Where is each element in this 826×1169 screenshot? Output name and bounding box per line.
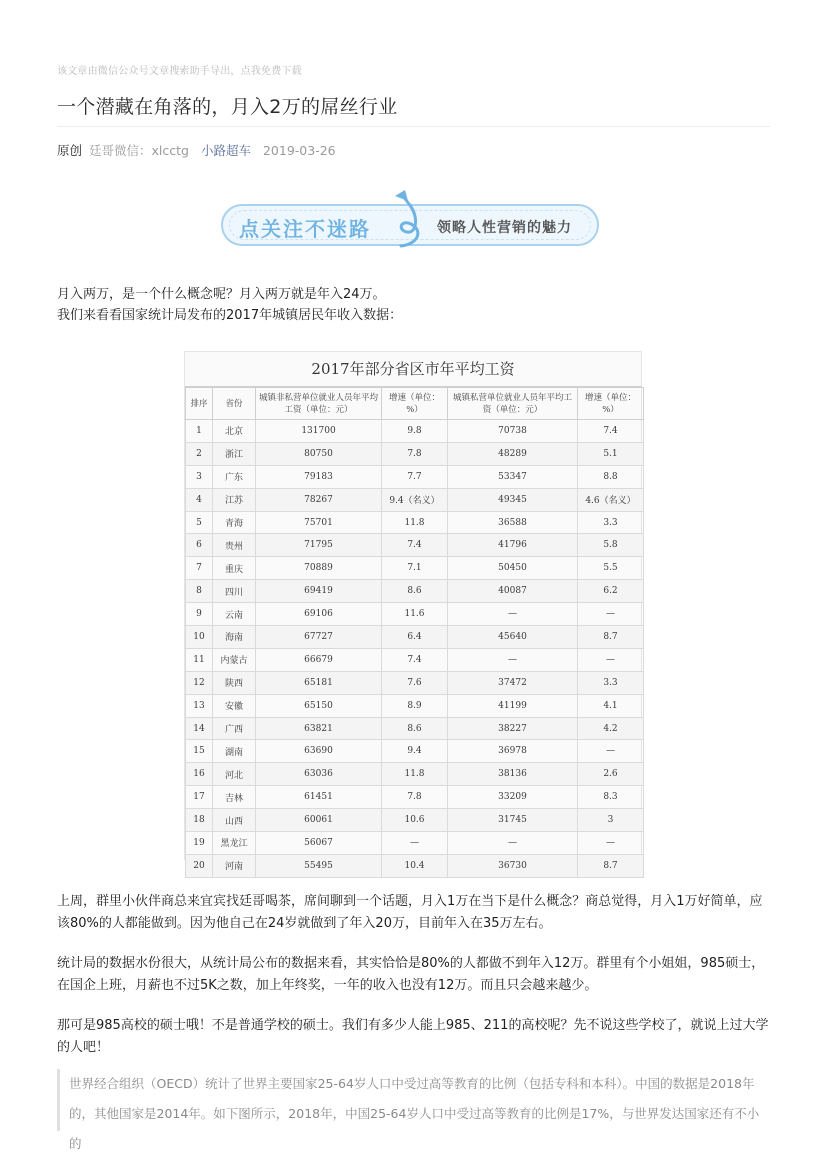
- table-cell: 江苏: [213, 488, 256, 511]
- table-row: [186, 511, 644, 534]
- table-cell: 陕西: [213, 671, 256, 694]
- header-nonprivate-wage: 城镇非私营单位就业人员年平均工资（单位：元）: [256, 388, 382, 420]
- table-cell: 5.8: [578, 534, 644, 557]
- table-cell: 80750: [256, 442, 382, 465]
- table-cell: 65181: [256, 671, 382, 694]
- table-cell: 20: [186, 854, 213, 877]
- table-cell: 3: [186, 465, 213, 488]
- table-cell: 北京: [213, 420, 256, 443]
- table-cell: 36730: [448, 854, 578, 877]
- table-cell: 11.6: [382, 603, 448, 626]
- table-cell: 9: [186, 603, 213, 626]
- table-cell: 10.4: [382, 854, 448, 877]
- table-cell: —: [578, 603, 644, 626]
- table-cell: 9.4（名义）: [382, 488, 448, 511]
- table-cell: —: [448, 648, 578, 671]
- table-cell: 11.8: [382, 511, 448, 534]
- swirl-arrow-icon: [379, 186, 439, 252]
- table-cell: 9.4: [382, 740, 448, 763]
- table-cell: 55495: [256, 854, 382, 877]
- table-row: [186, 786, 644, 809]
- table-cell: 31745: [448, 809, 578, 832]
- table-cell: —: [382, 832, 448, 855]
- table-cell: 重庆: [213, 557, 256, 580]
- account-name-link[interactable]: 小路超车: [200, 143, 251, 158]
- table-cell: 69106: [256, 603, 382, 626]
- table-cell: 70889: [256, 557, 382, 580]
- table-cell: 16: [186, 763, 213, 786]
- table-row: [186, 442, 644, 465]
- table-cell: 78267: [256, 488, 382, 511]
- table-cell: 36978: [448, 740, 578, 763]
- header-rank: 排序: [186, 388, 213, 420]
- table-cell: 4.6（名义）: [578, 488, 644, 511]
- table-cell: 69419: [256, 580, 382, 603]
- table-cell: 71795: [256, 534, 382, 557]
- table-cell: 3: [578, 809, 644, 832]
- table-row: [186, 694, 644, 717]
- table-cell: 37472: [448, 671, 578, 694]
- table-cell: 7.4: [578, 420, 644, 443]
- table-cell: 63690: [256, 740, 382, 763]
- table-row: [186, 557, 644, 580]
- table-cell: —: [578, 740, 644, 763]
- table-header-row: [186, 388, 644, 420]
- table-cell: 15: [186, 740, 213, 763]
- table-cell: 48289: [448, 442, 578, 465]
- paragraph-4: 统计局的数据水份很大，从统计局公布的数据来看，其实恰恰是80%的人都做不到年入12万。群里有个小姐姐，985硕士，在国企上班，月薪也不过5K之数，加上年终奖，一年的收入也没有12万。而且只会越来越少。: [57, 956, 765, 993]
- table-cell: 7.4: [382, 648, 448, 671]
- table-cell: 6: [186, 534, 213, 557]
- original-tag: 原创: [57, 143, 83, 158]
- table-cell: 安徽: [213, 694, 256, 717]
- table-cell: 63036: [256, 763, 382, 786]
- table-cell: 7.7: [382, 465, 448, 488]
- table-cell: 5.5: [578, 557, 644, 580]
- table-cell: 7.8: [382, 442, 448, 465]
- table-cell: 8.7: [578, 854, 644, 877]
- table-cell: 云南: [213, 603, 256, 626]
- table-cell: 7.4: [382, 534, 448, 557]
- table-cell: 70738: [448, 420, 578, 443]
- table-cell: 67727: [256, 626, 382, 649]
- table-cell: 1: [186, 420, 213, 443]
- table-cell: 18: [186, 809, 213, 832]
- table-cell: 79183: [256, 465, 382, 488]
- table-cell: 5.1: [578, 442, 644, 465]
- table-cell: 131700: [256, 420, 382, 443]
- wage-table: [185, 387, 644, 878]
- table-cell: 6.4: [382, 626, 448, 649]
- wage-table-title: 2017年部分省区市年平均工资: [185, 352, 641, 387]
- table-cell: 53347: [448, 465, 578, 488]
- table-cell: 8.9: [382, 694, 448, 717]
- table-cell: 63821: [256, 717, 382, 740]
- table-cell: 7: [186, 557, 213, 580]
- title-divider: [57, 126, 770, 127]
- table-cell: 61451: [256, 786, 382, 809]
- table-cell: 13: [186, 694, 213, 717]
- table-cell: 56067: [256, 832, 382, 855]
- table-cell: 11: [186, 648, 213, 671]
- table-cell: 60061: [256, 809, 382, 832]
- table-row: [186, 488, 644, 511]
- paragraph-1: 月入两万，是一个什么概念呢？月入两万就是年入24万。: [57, 287, 386, 302]
- table-row: [186, 648, 644, 671]
- table-cell: 山西: [213, 809, 256, 832]
- table-cell: 2.6: [578, 763, 644, 786]
- table-cell: 8: [186, 580, 213, 603]
- table-cell: 湖南: [213, 740, 256, 763]
- table-cell: 广西: [213, 717, 256, 740]
- paragraph-3: 上周，群里小伙伴商总来宜宾找廷哥喝茶，席间聊到一个话题，月入1万在当下是什么概念？商总觉得，月入1万好简单，应该80%的人都能做到。因为他自己在24岁就做到了年入20万，目前年入在35万左右。: [57, 894, 763, 931]
- table-row: [186, 603, 644, 626]
- table-cell: 青海: [213, 511, 256, 534]
- paragraph-5: 那可是985高校的硕士哦！不是普通学校的硕士。我们有多少人能上985、211的高校呢？先不说这些学校了，就说上过大学的人吧！: [57, 1018, 769, 1055]
- table-cell: 8.7: [578, 626, 644, 649]
- table-cell: —: [448, 832, 578, 855]
- table-cell: 14: [186, 717, 213, 740]
- table-cell: 8.6: [382, 580, 448, 603]
- author-name: 廷哥微信：xlcctg: [89, 143, 189, 158]
- table-cell: —: [448, 603, 578, 626]
- export-download-link[interactable]: 该文章由微信公众号文章搜索助手导出，点我免费下载: [57, 66, 302, 77]
- table-cell: 7.1: [382, 557, 448, 580]
- table-cell: 45640: [448, 626, 578, 649]
- table-cell: 5: [186, 511, 213, 534]
- table-cell: 66679: [256, 648, 382, 671]
- table-cell: 内蒙古: [213, 648, 256, 671]
- table-cell: 4.2: [578, 717, 644, 740]
- table-cell: 36588: [448, 511, 578, 534]
- header-private-growth: 增速（单位：%）: [578, 388, 644, 420]
- follow-banner[interactable]: [219, 186, 603, 252]
- header-nonprivate-growth: 增速（单位：%）: [382, 388, 448, 420]
- table-cell: 6.2: [578, 580, 644, 603]
- table-row: [186, 626, 644, 649]
- table-cell: 7.6: [382, 671, 448, 694]
- table-cell: 33209: [448, 786, 578, 809]
- table-cell: 41796: [448, 534, 578, 557]
- table-cell: —: [578, 648, 644, 671]
- table-row: [186, 717, 644, 740]
- table-cell: 海南: [213, 626, 256, 649]
- quote-text: 世界经合组织（OECD）统计了世界主要国家25-64岁人口中受过高等教育的比例（包括专科和本科）。中国的数据是2018年的，其他国家是2014年。如下图所示，2018年，中国25-64岁人口中受过高等教育的比例是17%，与世界发达国家还有不小的: [69, 1076, 760, 1151]
- table-cell: 8.3: [578, 786, 644, 809]
- table-cell: —: [578, 832, 644, 855]
- table-cell: 40087: [448, 580, 578, 603]
- table-row: [186, 763, 644, 786]
- table-row: [186, 671, 644, 694]
- table-cell: 黑龙江: [213, 832, 256, 855]
- table-cell: 12: [186, 671, 213, 694]
- table-cell: 4: [186, 488, 213, 511]
- table-cell: 17: [186, 786, 213, 809]
- table-cell: 50450: [448, 557, 578, 580]
- blockquote: [57, 1069, 771, 1151]
- wage-table-image: [184, 351, 642, 873]
- table-cell: 9.8: [382, 420, 448, 443]
- table-cell: 2: [186, 442, 213, 465]
- table-cell: 河南: [213, 854, 256, 877]
- table-cell: 65150: [256, 694, 382, 717]
- table-row: [186, 420, 644, 443]
- table-cell: 41199: [448, 694, 578, 717]
- table-row: [186, 809, 644, 832]
- table-cell: 贵州: [213, 534, 256, 557]
- table-cell: 8.8: [578, 465, 644, 488]
- table-cell: 7.8: [382, 786, 448, 809]
- table-cell: 3.3: [578, 671, 644, 694]
- table-cell: 3.3: [578, 511, 644, 534]
- table-cell: 75701: [256, 511, 382, 534]
- table-cell: 河北: [213, 763, 256, 786]
- table-cell: 38227: [448, 717, 578, 740]
- banner-slogan-text: 领略人性营销的魅力: [437, 220, 572, 236]
- table-row: [186, 832, 644, 855]
- table-cell: 38136: [448, 763, 578, 786]
- table-row: [186, 534, 644, 557]
- table-cell: 四川: [213, 580, 256, 603]
- table-cell: 10: [186, 626, 213, 649]
- header-private-wage: 城镇私营单位就业人员年平均工资（单位：元）: [448, 388, 578, 420]
- table-cell: 吉林: [213, 786, 256, 809]
- table-cell: 11.8: [382, 763, 448, 786]
- publish-date: 2019-03-26: [262, 143, 336, 158]
- table-row: [186, 740, 644, 763]
- table-cell: 8.6: [382, 717, 448, 740]
- article-title: 一个潜藏在角落的，月入2万的屌丝行业: [57, 96, 398, 118]
- table-cell: 19: [186, 832, 213, 855]
- table-cell: 浙江: [213, 442, 256, 465]
- table-cell: 49345: [448, 488, 578, 511]
- table-row: [186, 580, 644, 603]
- banner-follow-text: 点关注不迷路: [239, 217, 371, 241]
- table-cell: 10.6: [382, 809, 448, 832]
- header-province: 省份: [213, 388, 256, 420]
- table-row: [186, 854, 644, 877]
- paragraph-2: 我们来看看国家统计局发布的2017年城镇居民年收入数据：: [57, 308, 403, 323]
- table-cell: 4.1: [578, 694, 644, 717]
- table-cell: 广东: [213, 465, 256, 488]
- article-meta: [57, 141, 336, 159]
- table-row: [186, 465, 644, 488]
